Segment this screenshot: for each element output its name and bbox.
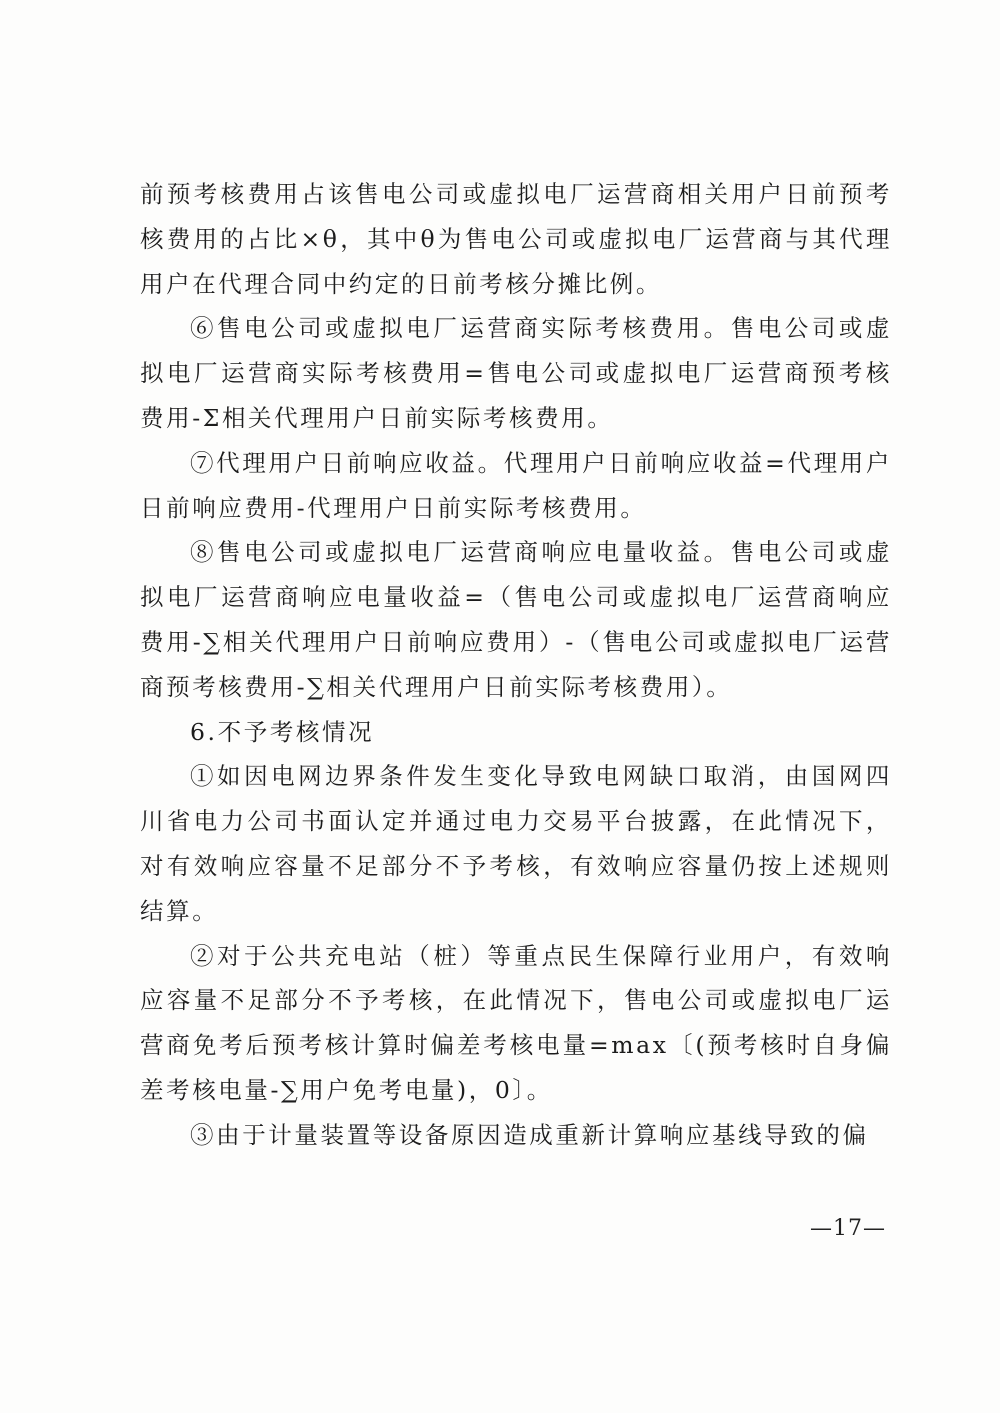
paragraph-continued: 前预考核费用占该售电公司或虚拟电厂运营商相关用户日前预考核费用的占比×θ，其中θ为售电公司或虚拟电厂运营商与其代理用户在代理合同中约定的日前考核分摊比例。 <box>140 180 892 298</box>
paragraph-item-8: ⑧售电公司或虚拟电厂运营商响应电量收益。售电公司或虚拟电厂运营商响应电量收益=（售电公司或虚拟电厂运营商响应费用-∑相关代理用户日前响应费用）-（售电公司或虚拟电厂运营商预考核费用-∑相关代理用户日前实际考核费用）。 <box>140 538 892 701</box>
document-body <box>140 172 892 1158</box>
paragraph-item-7: ⑦代理用户日前响应收益。代理用户日前响应收益=代理用户日前响应费用-代理用户日前实际考核费用。 <box>140 448 892 522</box>
paragraph-exemption-1: ①如因电网边界条件发生变化导致电网缺口取消，由国网四川省电力公司书面认定并通过电力交易平台披露，在此情况下，对有效响应容量不足部分不予考核，有效响应容量仍按上述规则结算。 <box>140 762 892 925</box>
paragraph-item-6: ⑥售电公司或虚拟电厂运营商实际考核费用。售电公司或虚拟电厂运营商实际考核费用=售电公司或虚拟电厂运营商预考核费用-Σ相关代理用户日前实际考核费用。 <box>140 314 892 432</box>
paragraph-exemption-2: ②对于公共充电站（桩）等重点民生保障行业用户，有效响应容量不足部分不予考核，在此情况下，售电公司或虚拟电厂运营商免考后预考核计算时偏差考核电量=max〔(预考核时自身偏差考核电量-∑用户免考电量)，0〕。 <box>140 941 892 1104</box>
page-number: —17— <box>810 1216 886 1241</box>
paragraph-exemption-3: ③由于计量装置等设备原因造成重新计算响应基线导致的偏 <box>190 1120 869 1149</box>
section-heading-6: 6.不予考核情况 <box>190 717 375 746</box>
